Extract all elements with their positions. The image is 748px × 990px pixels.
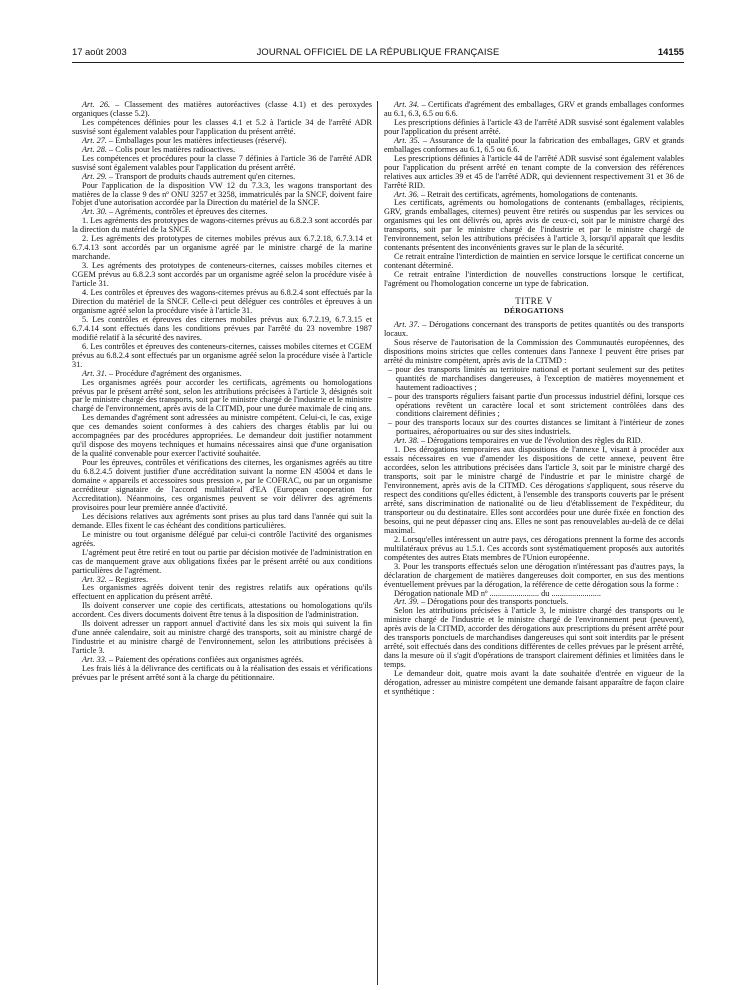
paragraph: Ils doivent conserver une copie des certificats, attestations ou homologations qu'ils accordent. Ces divers documents doivent être tenus à la disposition de l'administration. [72,601,372,620]
article-number: Art. 36. [394,189,419,199]
article-number: Art. 30. [82,207,107,217]
list-item: – pour des transports locaux sur des courtes distances se limitant à l'intérieur de zones portuaires, aéroportuaires ou sur des sites industriels. [388,418,684,437]
article-heading-text: – Emballages pour les matières infectieuses (réservé). [106,135,287,145]
list-item: – pour des transports réguliers faisant partie d'un processus industriel défini, lorsque ces opérations revêtent un caractère local et sont strictement contrôlées dans des conditions clairement définies ; [388,391,684,419]
paragraph: Pour l'application de la disposition VW 12 du 7.3.3, les wagons transportant des matières de la classe 9 des nº ONU 3257 et 3258, immatriculés par la SNCF, doivent faire l'objet d'une autorisation accordée par la Direction du matériel de la SNCF. [72,180,372,208]
paragraph: Les compétences et procédures pour la classe 7 définies à l'article 36 de l'arrêté ADR susvisé sont également valables pour l'application du présent arrêté. [72,153,372,172]
article-heading-text: – Paiement des opérations confiées aux organismes agréés. [106,655,304,665]
paragraph: Les prescriptions définies à l'article 44 de l'arrêté ADR susvisé sont également valables pour l'application du présent arrêté en tenant compte de la conversion des références relatives aux articles 39 et 45 de l'arrêté ADR, qui deviennent respectivement 31 et 36 de l'arrêté RID. [384,153,684,190]
article-number: Art. 38. [394,436,419,446]
right-column [384,101,684,697]
article-heading-text: – Dérogations concernant des transports de petites quantités ou des transports locaux. [384,319,685,338]
paragraph: 4. Les contrôles et épreuves des wagons-citernes prévus au 6.8.2.4 sont effectués par la Direction du matériel de la SNCF. Celle-ci peut déléguer ces contrôles et épreuves à un organisme agréé selon la procédure visée à l'article 31. [72,288,372,315]
paragraph: Les décisions relatives aux agréments sont prises au plus tard dans l'année qui suit la demande. Elles fixent le cas échéant des conditions particulières. [72,511,372,530]
paragraph: Le ministre ou tout organisme délégué par celui-ci contrôle l'activité des organismes agréés. [72,529,372,548]
article-heading-text: – Retrait des certificats, agréments, homologations de contenants. [418,189,638,199]
article-number: Art. 34. [394,100,420,109]
paragraph: Ils doivent adresser un rapport annuel d'activité dans les six mois qui suivent la fin d'une année calendaire, soit au ministre chargé des transports, soit au ministre chargé de l'industrie et au ministre chargé de l'environnement, selon les attributions précisées à l'article 3. [72,619,372,656]
article-number: Art. 32. [82,574,107,584]
article-number: Art. 26. [82,100,111,109]
paragraph: 2. Lorsqu'elles intéressent un autre pays, ces dérogations prennent la forme des accords multilatéraux prévus au 1.5.1. Ces accords sont systématiquement proposés aux autorités compétentes des autres Etats membres de l'Union européenne. [384,534,684,562]
paragraph: L'agrément peut être retiré en tout ou partie par décision motivée de l'administration en cas de manquement grave aux obligations fixées par le présent arrêté ou aux conditions particulières de l'agrément. [72,547,372,575]
article-heading-text: – Colis pour les matières radioactives. [106,144,236,154]
paragraph: 2. Les agréments des prototypes de citernes mobiles prévus aux 6.7.2.18, 6.7.3.14 et 6.7.4.13 sont accordés par un organisme agréé par le ministre chargé de la marine marchande. [72,234,372,262]
page-number: 14155 [657,46,684,57]
header-date: 17 août 2003 [72,46,127,57]
page-header [72,46,684,62]
paragraph: Pour les épreuves, contrôles et vérifications des citernes, les organismes agréés au titre du 6.8.2.4.5 doivent justifier d'une accréditation suivant la norme EN 45004 et dans le domaine « appareils et accessoires sous pression », par le COFRAC, ou par un organisme accréditeur signataire de l'accord multilatéral d'EA (European cooperation for Accreditation). Néanmoins, ces organismes peuvent se voir délivrer des agréments provisoires pour leur première année d'activité. [72,458,372,512]
article-heading-text: – Dérogations pour des transports ponctuels. [418,597,569,607]
article-heading [384,321,684,339]
paragraph: Selon les attributions précisées à l'article 3, le ministre chargé des transports ou le ministre chargé de l'industrie et le ministre chargé de l'environnement peut (peuvent), après avis de la CITMD, accorder des dérogations aux prescriptions du présent arrêté pour des transports ponctuels de marchandises dangereuses qui sont soit interdits par le présent arrêté, soit effectués dans des conditions différentes de celles prévues par le présent arrêté, dans la mesure où il s'agit d'opérations de transport clairement définies et limitées dans le temps. [384,606,684,670]
article-number: Art. 39. [394,597,419,607]
paragraph: Les demandes d'agrément sont adressées au ministre compétent. Celui-ci, le cas, exige que ces demandes soient conformes à des cahiers des charges établis par lui ou accompagnées par des procédures appropriées. Le demandeur doit justifier notamment qu'il dispose des moyens techniques et humains nécessaires ainsi que d'une organisation de la qualité convenable pour exercer l'activité souhaitée. [72,413,372,459]
article-number: Art. 29. [82,171,107,181]
article-heading-text: – Procédure d'agrément des organismes. [106,368,242,378]
paragraph: Ce retrait entraîne l'interdiction de maintien en service lorsque le certificat concerne un contenant déterminé. [384,252,684,271]
article-heading [72,101,372,119]
article-number: Art. 35. [394,135,420,145]
article-heading-text: – Classement des matières autoréactives (classe 4.1) et des peroxydes organiques (classe 5.2). [72,100,373,118]
paragraph: 5. Les contrôles et épreuves des citernes mobiles prévus aux 6.7.2.19, 6.7.3.15 et 6.7.4.14 sont effectués dans les conditions prévues par l'arrêté du 23 novembre 1987 modifié relatif à la sécurité des navires. [72,314,372,342]
paragraph: Ce retrait entraîne l'interdiction de nouvelles constructions lorsque le certificat, l'agrément ou l'homologation concerne un type de fabrication. [384,270,684,289]
article-heading-text: – Assurance de la qualité pour la fabrication des emballages, GRV et grands emballages conformes au 6.1, 6.5 ou 6.6. [384,135,684,154]
article-number: Art. 27. [82,135,107,145]
header-rule [72,62,684,63]
paragraph: 1. Des dérogations temporaires aux dispositions de l'annexe I, visant à procéder aux essais nécessaires en vue d'amender les dispositions de cette annexe, peuvent être accordées, selon les attributions précisées dans l'article 3, soit par le ministre chargé des transports, soit par le ministre chargé de l'industrie et par le ministre chargé de l'environnement, après avis de la CITMD. Ces dérogations s'appliquent, sous réserve du respect des conditions qu'elles édictent, à l'ensemble des transports couverts par le présent arrêté, sans discrimination de nationalité ou de lieu d'établissement de l'expéditeur, du transporteur ou du destinataire. Elles sont accordées pour une durée fixée en fonction des besoins, qui ne peut dépasser cinq ans. Elles ne sont pas renouvelables au-delà de ce délai maximal. [384,445,684,535]
paragraph: 3. Pour les transports effectués selon une dérogation n'intéressant pas d'autres pays, la déclaration de chargement de matières dangereuses doit comporter, en sus des mentions éventuellement prévues par la dérogation, la référence de cette dérogation sous la forme : [384,561,684,589]
article-number: Art. 37. [394,319,420,329]
paragraph: Les frais liés à la délivrance des certificats ou à la réalisation des essais et vérifications prévues par le présent arrêté sont à la charge du pétitionnaire. [72,664,372,682]
list-item: – pour des transports limités au territoire national et portant seulement sur des petites quantités de marchandises dangereuses, à l'exception de matières moyennement et hautement radioactives ; [388,364,684,392]
left-column [72,101,372,683]
paragraph: Les prescriptions définies à l'article 43 de l'arrêté ADR susvisé sont également valables pour l'application du présent arrêté. [384,117,684,136]
paragraph: 6. Les contrôles et épreuves des conteneurs-citernes, caisses mobiles citernes et CGEM prévus au 6.8.2.4 sont effectués par un organisme agréé selon la procédure visée à l'article 31. [72,341,372,369]
section-title: TITRE V [515,296,553,307]
article-heading-text: – Certificats d'agrément des emballages, GRV et grands emballages conformes au 6.1, 6.3, 6.5 ou 6.6. [384,100,684,118]
section-subtitle: DÉROGATIONS [504,305,564,315]
paragraph: Les organismes agréés doivent tenir des registres relatifs aux opérations qu'ils effectuent en application du présent arrêté. [72,583,372,602]
paragraph: 1. Les agréments des prototypes de wagons-citernes prévus au 6.8.2.3 sont accordés par la direction du matériel de la SNCF. [72,216,372,235]
paragraph: Dérogation nationale MD nº ........................ du ........................ [394,588,601,598]
article-heading-text: – Transport de produits chauds autrement qu'en citernes. [106,171,296,181]
article-number: Art. 28. [82,144,107,154]
article-heading-text: – Agréments, contrôles et épreuves des citernes. [106,207,268,217]
paragraph: 3. Les agréments des prototypes de conteneurs-citernes, caisses mobiles citernes et CGEM prévus au 6.8.2.3 sont accordés par un organisme agréé selon la procédure visée à l'article 31. [72,261,372,289]
article-heading-text: – Registres. [106,574,149,584]
article-number: Art. 33. [82,655,107,665]
article-heading [384,101,684,119]
article-heading-text: – Dérogations temporaires en vue de l'évolution des règles du RID. [418,436,643,446]
article-heading [384,137,684,155]
paragraph: Les organismes agréés pour accorder les certificats, agréments ou homologations prévus par le présent arrêté sont, selon les attributions précisées à l'article 3, désignés soit par le ministre chargé des transports, soit par le ministre chargé de l'industrie et le ministre chargé de l'environnement, après avis de la CITMD, pour une durée maximale de cinq ans. [72,377,372,414]
paragraph: Les compétences définies pour les classes 4.1 et 5.2 à l'article 34 de l'arrêté ADR susvisé sont également valables pour l'application du présent arrêté. [72,117,372,136]
paragraph: Le demandeur doit, quatre mois avant la date souhaitée d'entrée en vigueur de la dérogation, adresser au ministre compétent une demande faisant apparaître de façon claire et synthétique : [384,669,684,696]
column-divider [377,101,378,985]
paragraph: Les certificats, agréments ou homologations de contenants (emballages, récipients, GRV, grands emballages, citernes) peuvent être retirés ou suspendus par les services ou organismes qui les ont délivrés ou, après avis de ceux-ci, soit par le ministre chargé des transports, soit par le ministre chargé de l'industrie et par le ministre chargé de l'environnement, selon les attributions précisées à l'article 3, lorsqu'il apparaît que lesdits contenants présentent des inconvénients graves sur le plan de la sécurité. [384,198,684,253]
article-number: Art. 31. [82,368,107,378]
paragraph: Sous réserve de l'autorisation de la Commission des Communautés européennes, des dispositions moins strictes que celles contenues dans l'annexe I peuvent être prises par arrêté du ministre compétent, après avis de la CITMD : [384,337,684,365]
journal-title: JOURNAL OFFICIEL DE LA RÉPUBLIQUE FRANÇAISE [256,46,500,57]
